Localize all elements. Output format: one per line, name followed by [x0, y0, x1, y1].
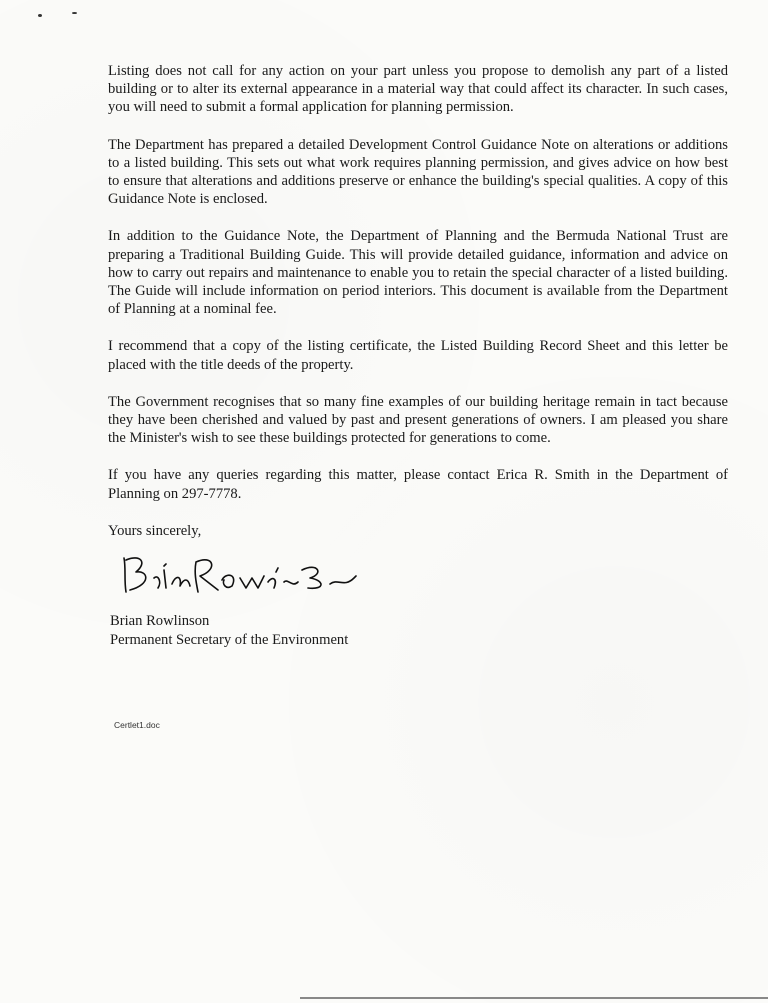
- document-filename: Certlet1.doc: [114, 720, 160, 730]
- paragraph-listing: Listing does not call for any action on your part unless you propose to demolish any part of a listed building or to alter its external appearance in a material way that could affect its character. In such cases, you will need to submit a formal application for planning permission.: [108, 63, 728, 116]
- scan-edge-line: [300, 997, 768, 999]
- closing-salutation: Yours sincerely,: [108, 522, 202, 539]
- paragraph-guidance-note: The Department has prepared a detailed Development Control Guidance Note on alterations or additions to a listed building. This sets out what work requires planning permission, and gives advice on how best to ensure that alterations and additions preserve or enhance the building's special qualities. A copy of this Guidance Note is enclosed.: [108, 136, 728, 208]
- signer-name: Brian Rowlinson: [110, 613, 210, 629]
- signer-title: Permanent Secretary of the Environment: [110, 632, 349, 648]
- paragraph-contact: If you have any queries regarding this matter, please contact Erica R. Smith in the Department of Planning on 297-7778.: [108, 467, 728, 502]
- paragraph-heritage: The Government recognises that so many fine examples of our building heritage remain in tact because they have been cherished and valued by past and present generations of owners. I am pleased you share the Minister's wish to see these buildings protected for generations to come.: [108, 393, 728, 447]
- signature: [118, 548, 358, 598]
- letter-body: [108, 62, 728, 540]
- signer-block: [110, 612, 348, 650]
- scan-speck: [72, 12, 77, 14]
- paragraph-building-guide: In addition to the Guidance Note, the Department of Planning and the Bermuda National Trust are preparing a Traditional Building Guide. This will provide detailed guidance, information and advice on how to carry out repairs and maintenance to enable you to retain the special character of a listed building. The Guide will include information on period interiors. This document is available from the Department of Planning at a nominal fee.: [108, 228, 728, 318]
- paragraph-recommendation: I recommend that a copy of the listing certificate, the Listed Building Record Sheet and this letter be placed with the title deeds of the property.: [108, 338, 728, 373]
- scan-speck: [38, 14, 42, 17]
